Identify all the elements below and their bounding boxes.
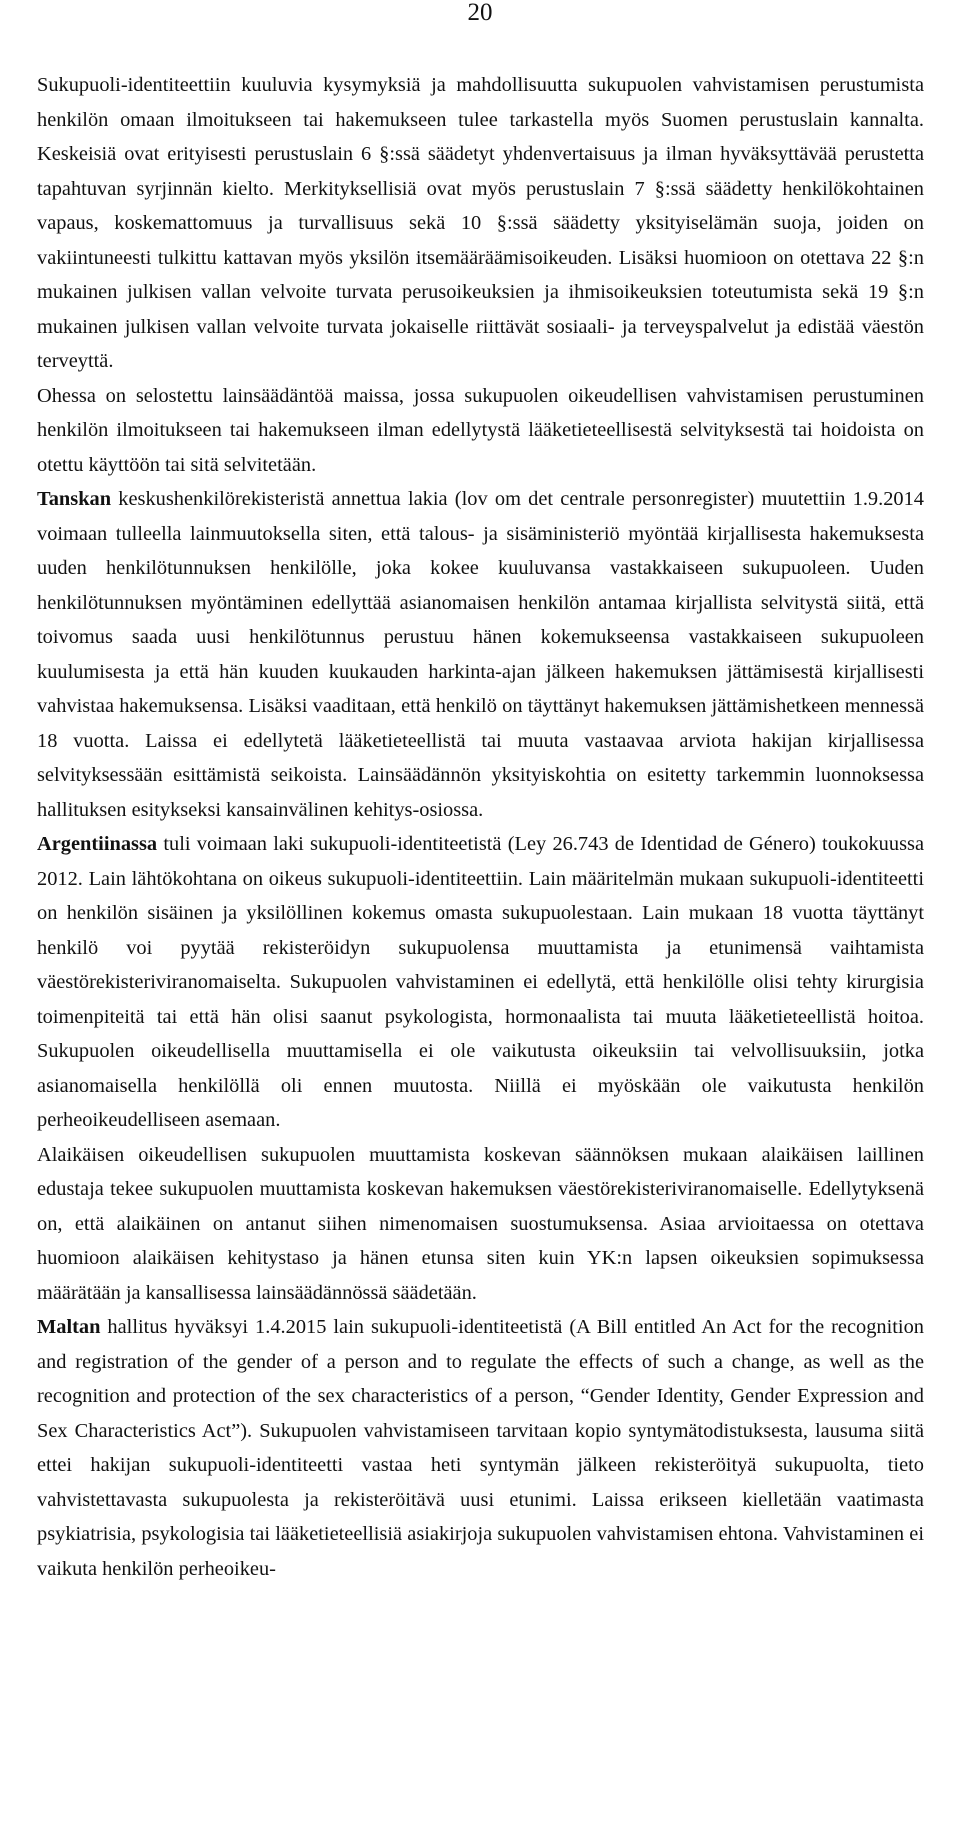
paragraph-text: hallitus hyväksyi 1.4.2015 lain sukupuoli-identiteetistä (A Bill entitled An Act for the recognition and registration of the gender of a person and to regulate the effects of such a change, as well as the recognition and protection of the sex characteristics of a person, “Gender Identity, Gender Expression and Sex Characteristics Act”). Sukupuolen vahvistamiseen tarvitaan kopio syntymätodistuksesta, lausuma siitä ettei hakijan sukupuoli-identiteetti vastaa heti syntymän jälkeen rekisteröityä sukupuolta, tieto vahvistettavasta sukupuolesta ja rekisteröitävä uusi etunimi. Laissa erikseen kielletään vaatimasta psykiatrisia, psykologisia tai lääketieteellisiä asiakirjoja sukupuolen vahvistamisen ehtona. Vahvistaminen ei vaikuta henkilön perheoikeu- [37, 1316, 924, 1580]
paragraph-text: Ohessa on selostettu lainsäädäntöä maissa, jossa sukupuolen oikeudellisen vahvistamisen perustuminen henkilön ilmoitukseen tai hakemukseen ilman edellytystä lääketieteellisestä selvityksestä tai hoidoista on otettu käyttöön tai sitä selvitetään. [37, 384, 924, 476]
page-number: 20 [467, 0, 493, 26]
paragraph-malta [37, 1310, 924, 1586]
paragraph-text: Alaikäisen oikeudellisen sukupuolen muuttamista koskevan säännöksen mukaan alaikäisen laillinen edustaja tekee sukupuolen muuttamista koskevan hakemuksen väestörekisteriviranomaiselle. Edellytyksenä on, että alaikäinen on antanut siihen nimenomaisen suostumuksensa. Asiaa arvioitaessa on otettava huomioon alaikäisen kehitystaso ja hänen etunsa siten kuin YK:n lapsen oikeuksien sopimuksessa määrätään ja kansallisessa lainsäädännössä säädetään. [37, 1143, 924, 1304]
paragraph-text: tuli voimaan laki sukupuoli-identiteetistä (Ley 26.743 de Identidad de Género) toukokuussa 2012. Lain lähtökohtana on oikeus sukupuoli-identiteettiin. Lain määritelmän mukaan sukupuoli-identiteetti on henkilön sisäinen ja yksilöllinen kokemus omasta sukupuolestaan. Lain mukaan 18 vuotta täyttänyt henkilö voi pyytää rekisteröidyn sukupuolensa muuttamista ja etunimensä vaihtamista väestörekisteriviranomaiselta. Sukupuolen vahvistaminen ei edellytä, että henkilölle olisi tehty kirurgisia toimenpiteitä tai että hän olisi saanut psykologista, hormonaalista tai muuta lääketieteellistä hoitoa. Sukupuolen oikeudellisella muuttamisella ei ole vaikutusta oikeuksiin tai velvollisuuksiin, jotka asianomaisella henkilöllä oli ennen muutosta. Niillä ei myöskään ole vaikutusta henkilön perheoikeudelliseen asemaan. [37, 833, 924, 1131]
document-body [37, 68, 924, 1586]
paragraph-denmark [37, 482, 924, 827]
country-name: Argentiinassa [37, 833, 158, 855]
paragraph-constitution [37, 68, 924, 379]
country-name: Tanskan [37, 488, 112, 510]
country-name: Maltan [37, 1316, 101, 1338]
paragraph-argentina [37, 827, 924, 1138]
paragraph-overview [37, 379, 924, 483]
paragraph-text: Sukupuoli-identiteettiin kuuluvia kysymyksiä ja mahdollisuutta sukupuolen vahvistamisen perustumista henkilön omaan ilmoitukseen tai hakemukseen tulee tarkastella myös Suomen perustuslain kannalta. Keskeisiä ovat erityisesti perustuslain 6 §:ssä säädetyt yhdenvertaisuus ja ilman hyväksyttävää perustetta tapahtuvan syrjinnän kielto. Merkityksellisiä ovat myös perustuslain 7 §:ssä säädetty henkilökohtainen vapaus, koskemattomuus ja turvallisuus sekä 10 §:ssä säädetty yksityiselämän suoja, joiden on vakiintuneesti tulkittu kattavan myös yksilön itsemääräämisoikeuden. Lisäksi huomioon on otettava 22 §:n mukainen julkisen vallan velvoite turvata perusoikeuksien ja ihmisoikeuksien toteutumista sekä 19 §:n mukainen julkisen vallan velvoite turvata jokaiselle riittävät sosiaali- ja terveyspalvelut ja edistää väestön terveyttä. [37, 74, 924, 372]
paragraph-minors [37, 1138, 924, 1311]
paragraph-text: keskushenkilörekisteristä annettua lakia (lov om det centrale personregister) muutettiin 1.9.2014 voimaan tulleella lainmuutoksella siten, että talous- ja sisäministeriö myöntää kirjallisesta hakemuksesta uuden henkilötunnuksen henkilölle, joka kokee kuuluvansa vastakkaiseen sukupuoleen. Uuden henkilötunnuksen myöntäminen edellyttää asianomaisen henkilön antamaa kirjallista selvitystä siitä, että toivomus saada uusi henkilötunnus perustuu hänen kokemukseensa vastakkaiseen sukupuoleen kuulumisesta ja että hän kuuden kuukauden harkinta-ajan jälkeen hakemuksen jättämisestä kirjallisesti vahvistaa hakemuksensa. Lisäksi vaaditaan, että henkilö on täyttänyt hakemuksen jättämishetkeen mennessä 18 vuotta. Laissa ei edellytetä lääketieteellistä tai muuta vastaavaa arviota hakijan kirjallisessa selvityksessään esittämistä seikoista. Lainsäädännön yksityiskohtia on esitetty tarkemmin luonnoksessa hallituksen esitykseksi kansainvälinen kehitys-osiossa. [37, 488, 924, 821]
